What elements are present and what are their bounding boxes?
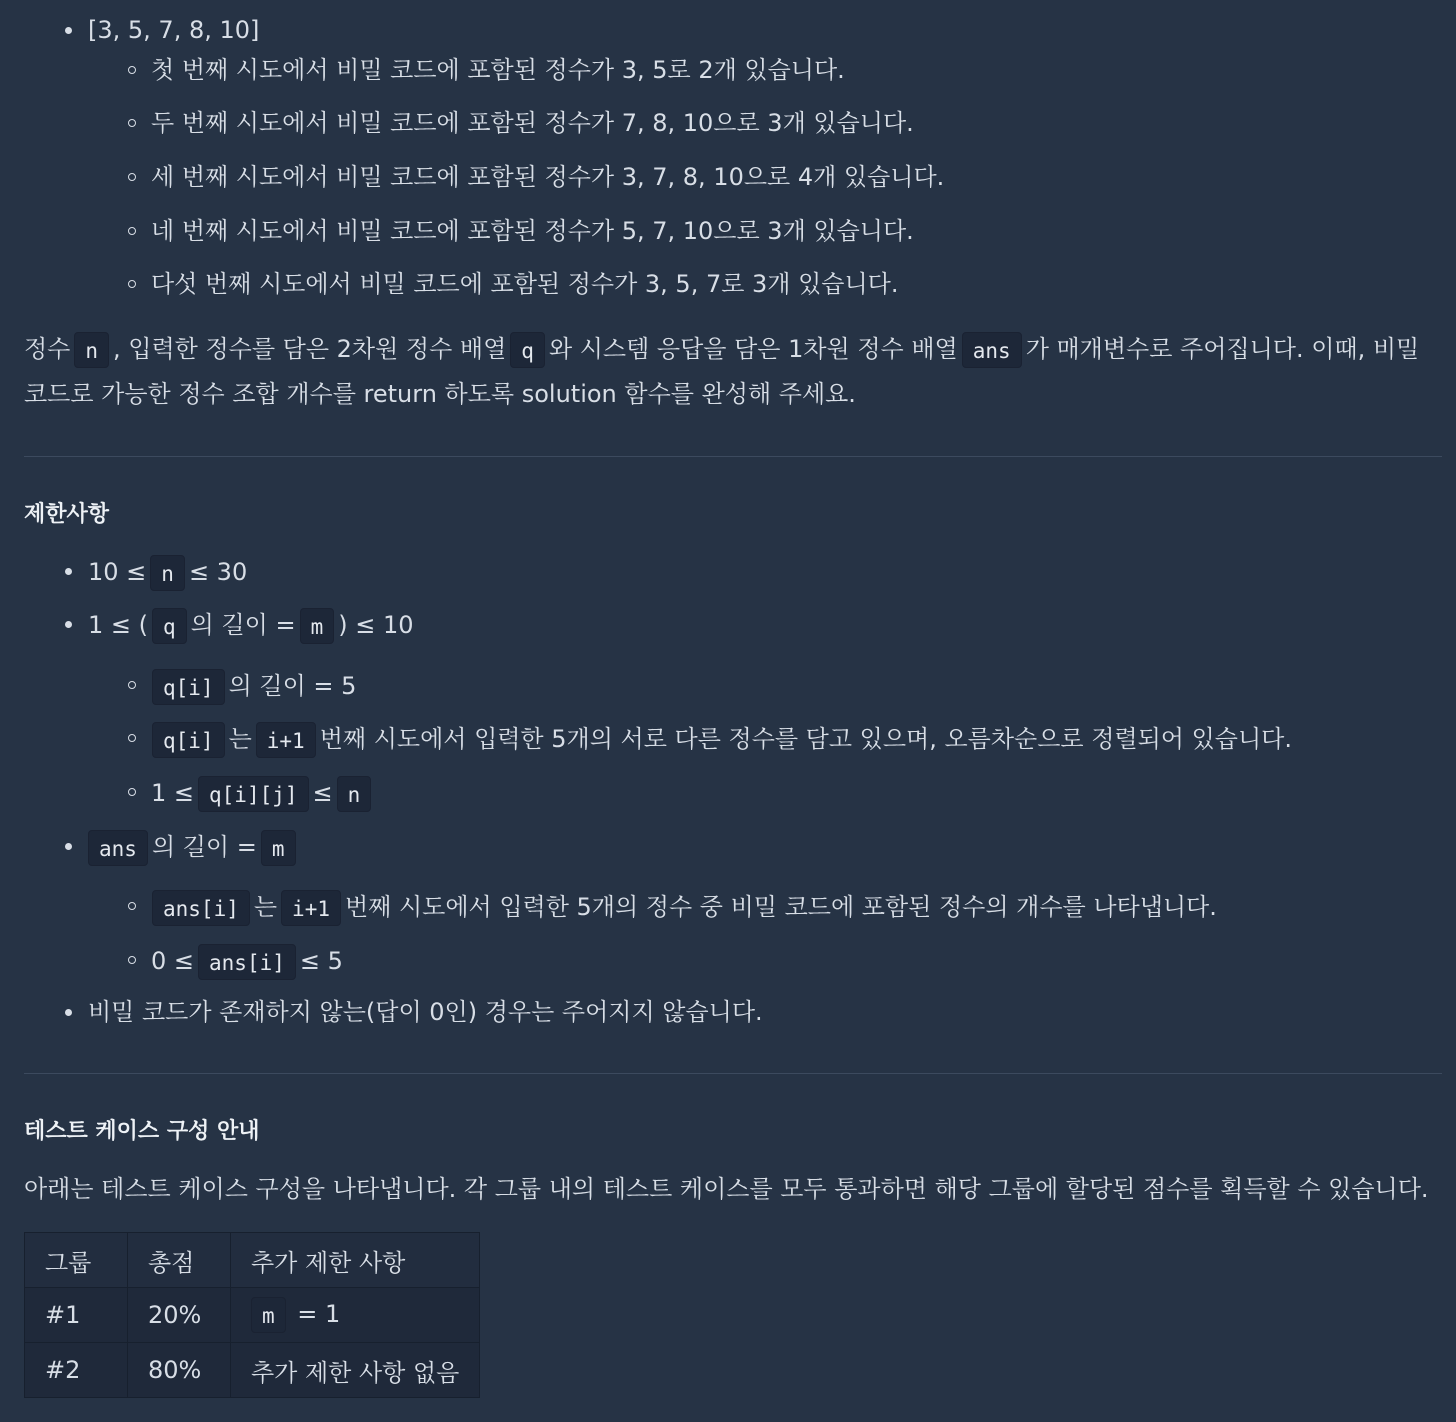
- code-qi: q[i]: [152, 722, 225, 758]
- table-cell-extra: [231, 1288, 480, 1343]
- code-ans: ans: [962, 332, 1022, 368]
- constraint-text: 의 길이 =: [151, 833, 257, 861]
- constraint-ans-length: [84, 830, 300, 866]
- constraint-text: 1 ≤: [151, 779, 195, 807]
- example-item: 세 번째 시도에서 비밀 코드에 포함된 정수가 3, 7, 8, 10으로 4개 있습니다.: [151, 163, 945, 191]
- code-qij: q[i][j]: [198, 776, 309, 812]
- constraint-ansi-content: [148, 890, 1217, 926]
- table-cell-score: 80%: [128, 1343, 231, 1398]
- bullet: [65, 843, 72, 850]
- example-item: 네 번째 시도에서 비밀 코드에 포함된 정수가 5, 7, 10으로 3개 있습니다.: [151, 217, 914, 245]
- description-text: 가 매개변수로 주어집니다. 이때, 비밀: [1025, 335, 1420, 363]
- circle-bullet: [128, 119, 136, 127]
- circle-bullet: [128, 902, 136, 910]
- table-header: 추가 제한 사항: [231, 1233, 480, 1288]
- circle-bullet: [128, 66, 136, 74]
- constraint-no-zero: 비밀 코드가 존재하지 않는(답이 0인) 경우는 주어지지 않습니다.: [88, 998, 763, 1026]
- code-ans: ans: [88, 830, 148, 866]
- constraint-text: 의 길이 =: [190, 611, 296, 639]
- code-ansi: ans[i]: [198, 944, 296, 980]
- code-m: m: [300, 608, 335, 644]
- testcases-table: [24, 1232, 480, 1398]
- example-item: 다섯 번째 시도에서 비밀 코드에 포함된 정수가 3, 5, 7로 3개 있습니다.: [151, 270, 899, 298]
- constraint-text: 의 길이 = 5: [228, 672, 357, 700]
- description-text: , 입력한 정수를 담은 2차원 정수 배열: [113, 335, 507, 363]
- description-text: 정수: [24, 335, 71, 363]
- testcases-description: 아래는 테스트 케이스 구성을 나타냅니다. 각 그룹 내의 테스트 케이스를 모두 통과하면 해당 그룹에 할당된 점수를 획득할 수 있습니다.: [24, 1175, 1429, 1203]
- code-i-plus-1: i+1: [281, 890, 341, 926]
- table-cell-text: = 1: [297, 1300, 341, 1328]
- constraint-text: ≤ 30: [188, 558, 248, 586]
- constraint-text: 는: [253, 893, 278, 921]
- circle-bullet: [128, 734, 136, 742]
- constraint-qi-content: [148, 722, 1292, 758]
- bullet: [65, 27, 72, 34]
- divider: [24, 456, 1442, 457]
- example-item: 두 번째 시도에서 비밀 코드에 포함된 정수가 7, 8, 10으로 3개 있습니다.: [151, 109, 914, 137]
- table-cell-group: #1: [25, 1288, 128, 1343]
- constraint-n: [88, 555, 247, 591]
- code-n: n: [74, 332, 109, 368]
- description-line-1: [24, 332, 1419, 368]
- code-n: n: [337, 776, 372, 812]
- bullet: [65, 1009, 72, 1016]
- code-ansi: ans[i]: [152, 890, 250, 926]
- code-m: m: [261, 830, 296, 866]
- circle-bullet: [128, 173, 136, 181]
- table-cell-score: 20%: [128, 1288, 231, 1343]
- constraint-text: 1 ≤ (: [88, 611, 148, 639]
- description-line-2: 코드로 가능한 정수 조합 개수를 return 하도록 solution 함수를 완성해 주세요.: [24, 380, 856, 408]
- code-m: m: [251, 1297, 286, 1333]
- table-cell-extra: 추가 제한 사항 없음: [231, 1343, 480, 1398]
- constraint-text: 번째 시도에서 입력한 5개의 정수 중 비밀 코드에 포함된 정수의 개수를 나타냅니다.: [344, 893, 1217, 921]
- testcases-heading: 테스트 케이스 구성 안내: [24, 1119, 260, 1144]
- circle-bullet: [128, 681, 136, 689]
- code-n: n: [150, 555, 185, 591]
- table-header: 그룹: [25, 1233, 128, 1288]
- constraint-text: ) ≤ 10: [338, 611, 414, 639]
- code-q: q: [510, 332, 545, 368]
- description-text: 와 시스템 응답을 담은 1차원 정수 배열: [548, 335, 958, 363]
- constraint-text: 번째 시도에서 입력한 5개의 서로 다른 정수를 담고 있으며, 오름차순으로 정렬되어 있습니다.: [319, 725, 1292, 753]
- code-i-plus-1: i+1: [256, 722, 316, 758]
- example-array: [3, 5, 7, 8, 10]: [88, 16, 260, 44]
- bullet: [65, 568, 72, 575]
- table-header: 총점: [128, 1233, 231, 1288]
- table-header-row: [25, 1233, 480, 1288]
- table-cell-group: #2: [25, 1343, 128, 1398]
- circle-bullet: [128, 280, 136, 288]
- code-qi: q[i]: [152, 669, 225, 705]
- circle-bullet: [128, 227, 136, 235]
- divider: [24, 1073, 1442, 1074]
- constraint-qi-length: [148, 669, 356, 705]
- constraints-heading: 제한사항: [24, 502, 110, 527]
- example-item: 첫 번째 시도에서 비밀 코드에 포함된 정수가 3, 5로 2개 있습니다.: [151, 56, 845, 84]
- constraint-text: 는: [228, 725, 252, 753]
- constraint-qij-range: [151, 776, 375, 812]
- constraint-q-length: [88, 608, 414, 644]
- constraint-text: 10 ≤: [88, 558, 147, 586]
- constraint-text: 0 ≤: [151, 947, 195, 975]
- constraint-text: ≤: [312, 779, 333, 807]
- constraint-text: ≤ 5: [299, 947, 343, 975]
- circle-bullet: [128, 956, 136, 964]
- bullet: [65, 621, 72, 628]
- constraint-ansi-range: [151, 944, 343, 980]
- circle-bullet: [128, 788, 136, 796]
- code-q: q: [152, 608, 187, 644]
- table-row: [25, 1343, 480, 1398]
- table-row: [25, 1288, 480, 1343]
